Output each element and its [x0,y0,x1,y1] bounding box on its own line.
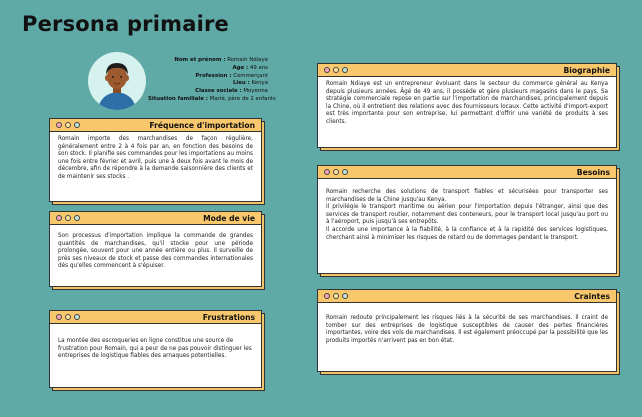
profile-row-age: Age : 49 ans [232,64,268,71]
profile-row-location: Lieu : Kenya [232,80,268,87]
profile-row-class: Classe sociale : Moyenne [195,88,268,95]
card-besoins [317,165,617,274]
window-dots-icon [56,122,80,128]
window-dots-icon [324,169,348,175]
card-frequence [49,118,262,202]
card-text: Romain redoute principalement les risques liés à la sécurité de ses marchandises. Il craint de tomber sur des entreprises de logistique susceptibles de causer des pertes financières importantes, voire des vols de marchandises. Il est également préoccupé par la possibilité que les produits importés n'arrivent pas en bon état. [326,315,608,344]
card-paragraph: Il accorde une importance à la fiabilité, à la confiance et à la rapidité des services logistiques, cherchant ainsi à minimiser les risques de retard ou de dommages pendant le transport. [326,226,608,241]
window-dots-icon [324,67,348,73]
window-dots-icon [56,215,80,221]
card-title: Mode de vie [203,214,255,223]
card-title: Frustrations [202,313,255,322]
card-title: Besoins [576,168,610,177]
window-dots-icon [324,293,348,299]
profile-info [148,57,276,104]
profile-row-family: Situation familiale : Marié, père de 2 enfants [148,95,276,102]
card-title: Biographie [563,66,610,75]
card-header [318,290,616,303]
card-header [50,212,261,225]
window-dots-icon [56,314,80,320]
card-biographie [317,63,617,148]
card-text: La montée des escroqueries en ligne constitue une source de frustration pour Romain, qui a peur de ne pas pouvoir distinguer les entreprises de logistique fiables des arnaques potentielles. [58,338,252,360]
card-title: Fréquence d'importation [149,121,255,130]
card-header [50,119,261,132]
card-header [318,166,616,179]
card-craintes [317,289,617,372]
card-paragraph: Il privilégie le transport maritime ou aérien pour l'importation depuis l'étranger, ainsi que des services de transport routier, notamment des conteneurs, pour le transport local jusqu'au port ou à l'aéroport, puis jusqu'à ses entrepôts. [326,204,608,226]
card-paragraph: Romain recherche des solutions de transport fiables et sécurisées pour transporter ses marchandises de la Chine jusqu'au Kenya. [326,189,608,203]
card-header [318,64,616,77]
profile-row-name: Nom et prénom : Romain Ndiaye [174,57,268,63]
card-mode-de-vie [49,211,262,287]
page-title: Persona primaire [22,12,229,36]
card-text: Romain importe des marchandises de façon régulière, généralement entre 2 à 4 fois par an, en fonction des besoins de son stock. Il planifie ses commandes pour les importations au moins une fois entre février et avril, puis une à deux fois avant le mois de décembre, afin de répondre à la demande saisonnière des clients et de maintenir ses stocks . [58,136,253,180]
card-text: Son processus d'importation implique la commande de grandes quantités de marchandises, qu'il stocke pour une période prolongée, souvent pour une année entière ou plus. Il surveille de près ses niveaux de stock et passe des commandes internationales dès qu'elles commencent à s'épuiser. [58,233,253,270]
profile-row-profession: Profession : Commerçant [195,72,268,79]
card-text: Romain Ndiaye est un entrepreneur évoluant dans le secteur du commerce général au Kenya depuis plusieurs années. Âgé de 49 ans, il possède et gère plusieurs magasins dans le pays. Sa stratégie commerciale repose en partie sur l'importation de marchandises, principalement depuis la Chine, où il entretient des relations avec des fournisseurs locaux. Cette activité d'import-export est très importante pour son entreprise, lui permettant d'offrir une variété de produits à ses clients. [326,81,608,125]
person-avatar-icon [88,52,146,110]
card-header [50,311,261,324]
card-title: Craintes [574,292,610,301]
card-frustrations [49,310,262,388]
